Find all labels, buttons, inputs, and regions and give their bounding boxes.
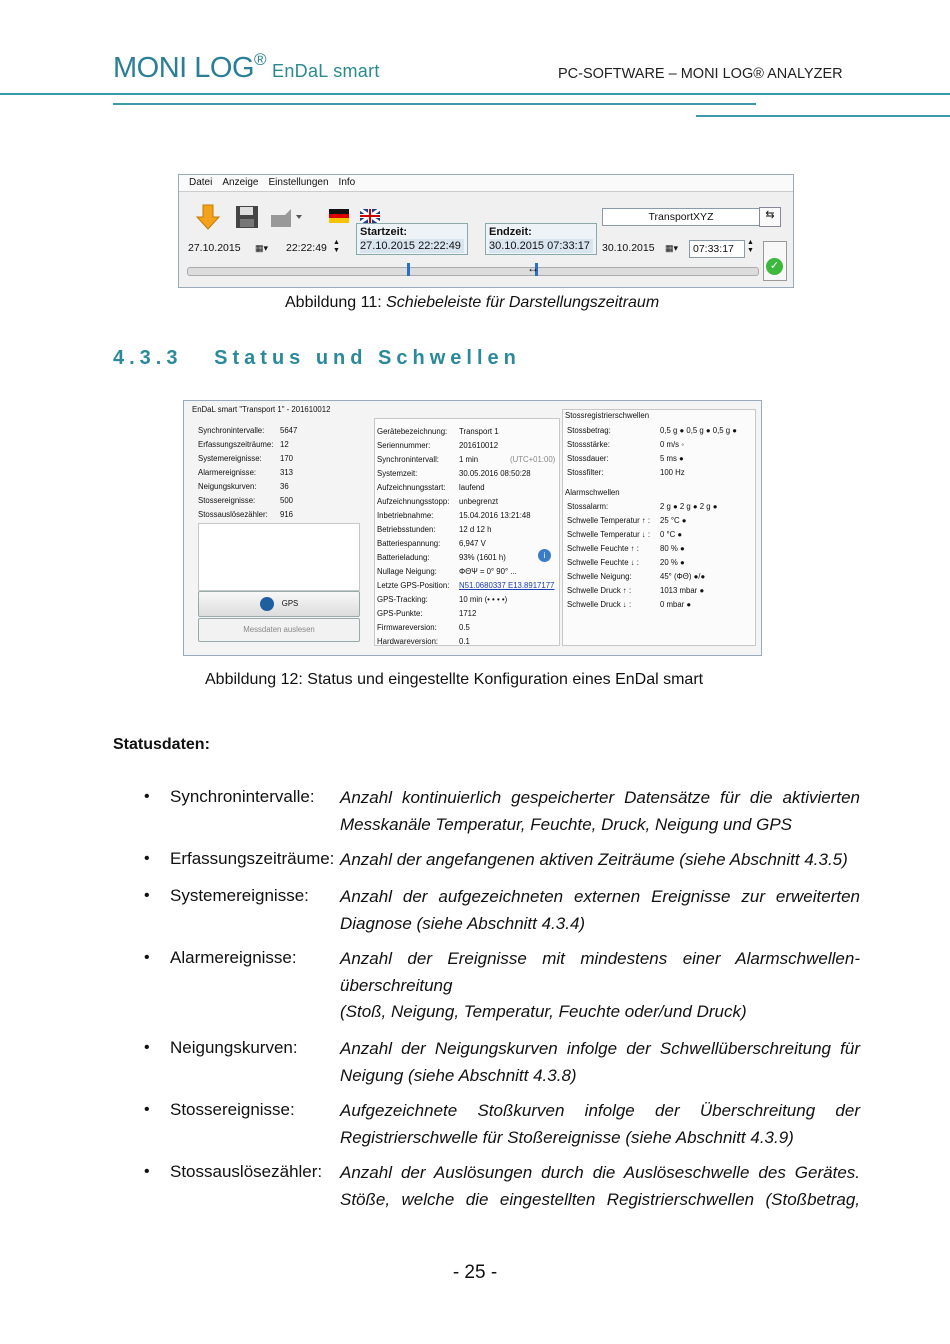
threshold-label: Stossdauer: bbox=[567, 454, 609, 463]
menu-item[interactable]: Datei bbox=[189, 177, 213, 188]
info-value: 201610012 bbox=[459, 441, 499, 450]
status-label: Stossereignisse: bbox=[170, 1100, 295, 1119]
info-label: GPS-Tracking: bbox=[377, 595, 428, 604]
info-value: 10 min (• • • •) bbox=[459, 595, 508, 604]
alarm-value: 25 °C ● bbox=[660, 516, 687, 525]
status-label: Systemereignisse: bbox=[170, 886, 309, 905]
device-name-field[interactable]: TransportXYZ bbox=[602, 208, 760, 226]
map-area bbox=[198, 523, 360, 591]
info-label: Aufzeichnungsstart: bbox=[377, 483, 446, 492]
bullet-icon: • bbox=[144, 1163, 150, 1180]
info-value: 1 min bbox=[459, 455, 479, 464]
stat-label: Systemereignisse: bbox=[198, 454, 262, 463]
info-label: Batteriespannung: bbox=[377, 539, 441, 548]
threshold-value: 0,5 g ● 0,5 g ● 0,5 g ● bbox=[660, 426, 737, 435]
info-label: Synchronintervall: bbox=[377, 455, 439, 464]
alarm-value: 1013 mbar ● bbox=[660, 586, 705, 595]
info-label: Letzte GPS-Position: bbox=[377, 581, 450, 590]
alarm-label: Schwelle Temperatur ↓ : bbox=[567, 530, 651, 539]
alarm-value: 0 °C ● bbox=[660, 530, 683, 539]
time-range-slider[interactable] bbox=[187, 267, 759, 276]
info-value: Transport 1 bbox=[459, 427, 499, 436]
info-value: 1712 bbox=[459, 609, 477, 618]
info-label: GPS-Punkte: bbox=[377, 609, 423, 618]
info-icon[interactable]: i bbox=[538, 549, 551, 562]
status-label: Erfassungszeiträume: bbox=[170, 849, 335, 868]
calendar-dropdown-icon[interactable]: ▦▾ bbox=[255, 243, 269, 253]
info-value: 6,947 V bbox=[459, 539, 486, 548]
alarm-thresholds-title: Alarmschwellen bbox=[565, 488, 620, 497]
start-time-callout: Startzeit: 27.10.2015 22:22:49 bbox=[356, 223, 468, 255]
gps-position-link[interactable]: N51.0680337 E13.8917177 bbox=[459, 581, 555, 590]
threshold-label: Stossfilter: bbox=[567, 468, 604, 477]
bullet-icon: • bbox=[144, 949, 150, 966]
stat-value: 12 bbox=[280, 440, 289, 449]
end-date-field[interactable]: 30.10.2015 bbox=[602, 242, 655, 254]
figure-12-caption: Abbildung 12: Status und eingestellte Konfiguration eines EnDal smart bbox=[205, 671, 704, 688]
bullet-icon: • bbox=[144, 887, 150, 904]
download-arrow-icon[interactable] bbox=[195, 203, 221, 231]
figure-12-screenshot bbox=[183, 400, 762, 656]
start-date-field[interactable]: 27.10.2015 bbox=[188, 242, 241, 254]
stat-value: 500 bbox=[280, 496, 294, 505]
threshold-label: Stossstärke: bbox=[567, 440, 610, 449]
status-description: Aufgezeichnete Stoßkurven infolge der Überschreitung der Registrierschwelle für Stoßereignisse (siehe Abschnitt 4.3.9) bbox=[340, 1101, 860, 1147]
info-label: Batterieladung: bbox=[377, 553, 430, 562]
thresholds-panel bbox=[562, 409, 756, 646]
status-description: Anzahl der Ereignisse mit mindestens einer Alarmschwellen- überschreitung (Stoß, Neigung, Temperatur, Feuchte oder/und Druck) bbox=[340, 949, 860, 1021]
info-label: Seriennummer: bbox=[377, 441, 431, 450]
status-description: Anzahl der Auslösungen durch die Auslöseschwelle des Gerätes. Stöße, welche die eingestellten Registrierschwellen (Stoßbetrag, bbox=[340, 1163, 860, 1209]
status-panel bbox=[196, 418, 370, 644]
status-label: Neigungskurven: bbox=[170, 1038, 298, 1057]
section-heading: 4.3.3 Status und Schwellen bbox=[113, 347, 521, 369]
menu-item[interactable]: Einstellungen bbox=[268, 177, 329, 188]
info-value: 12 d 12 h bbox=[459, 525, 492, 534]
stat-label: Stossereignisse: bbox=[198, 496, 256, 505]
bullet-icon: • bbox=[144, 1039, 150, 1056]
status-description: Anzahl der Neigungskurven infolge der Schwellüberschreitung für Neigung (siehe Abschnitt 4.3.8) bbox=[340, 1039, 860, 1085]
calendar-dropdown-icon[interactable]: ▦▾ bbox=[665, 243, 679, 253]
stat-value: 5647 bbox=[280, 426, 298, 435]
info-value: laufend bbox=[459, 483, 485, 492]
info-value: unbegrenzt bbox=[459, 497, 499, 506]
bullet-icon: • bbox=[144, 850, 150, 867]
usb-connect-button[interactable]: ⇆ bbox=[759, 207, 781, 227]
stat-label: Alarmereignisse: bbox=[198, 468, 257, 477]
stat-value: 313 bbox=[280, 468, 294, 477]
resize-cursor-icon: ↔ bbox=[527, 261, 539, 275]
threshold-value: 100 Hz bbox=[660, 468, 685, 477]
info-label: Hardwareversion: bbox=[377, 637, 439, 646]
header-rule bbox=[113, 103, 756, 105]
figure-11-screenshot bbox=[178, 174, 794, 288]
alarm-label: Schwelle Druck ↑ : bbox=[567, 586, 632, 595]
alarm-label: Schwelle Feuchte ↑ : bbox=[567, 544, 639, 553]
save-icon[interactable] bbox=[235, 205, 259, 229]
brand-logo: MONI LOG®EnDaL smart bbox=[113, 50, 380, 84]
alarm-value: 20 % ● bbox=[660, 558, 685, 567]
uk-flag-icon[interactable] bbox=[360, 209, 380, 223]
info-value: 93% (1601 h) bbox=[459, 553, 506, 562]
figure-11-caption: Abbildung 11: Schiebeleiste für Darstellungszeitraum bbox=[285, 294, 660, 311]
status-label: Stossauslösezähler: bbox=[170, 1162, 323, 1181]
header-rule bbox=[696, 115, 950, 117]
alarm-label: Schwelle Feuchte ↓ : bbox=[567, 558, 639, 567]
info-label: Firmwareversion: bbox=[377, 623, 437, 632]
alarm-label: Schwelle Temperatur ↑ : bbox=[567, 516, 651, 525]
end-time-field[interactable]: 07:33:17 bbox=[689, 240, 745, 258]
info-label: Aufzeichnungsstopp: bbox=[377, 497, 450, 506]
device-info-panel bbox=[374, 418, 560, 646]
info-label: Betriebsstunden: bbox=[377, 525, 436, 534]
info-extra: (UTC+01:00) bbox=[510, 455, 556, 464]
alarm-label: Stossalarm: bbox=[567, 502, 609, 511]
status-heading: Statusdaten: bbox=[113, 736, 210, 753]
alarm-value: 0 mbar ● bbox=[660, 600, 692, 609]
time-spinner-icon[interactable]: ▲ ▼ bbox=[333, 239, 340, 254]
stat-value: 36 bbox=[280, 482, 289, 491]
menu-bar bbox=[179, 175, 793, 192]
alarm-label: Schwelle Neigung: bbox=[567, 572, 632, 581]
alarm-value: 2 g ● 2 g ● 2 g ● bbox=[660, 502, 718, 511]
time-spinner-icon[interactable]: ▲ ▼ bbox=[747, 239, 754, 254]
info-label: Inbetriebnahme: bbox=[377, 511, 434, 520]
status-description: Anzahl der angefangenen aktiven Zeiträume (siehe Abschnitt 4.3.5) bbox=[340, 850, 848, 869]
start-time-field[interactable]: 22:22:49 bbox=[286, 242, 327, 254]
threshold-value: 5 ms ● bbox=[660, 454, 684, 463]
info-label: Nullage Neigung: bbox=[377, 567, 437, 576]
stat-label: Synchronintervalle: bbox=[198, 426, 265, 435]
header-rule bbox=[0, 93, 950, 95]
stat-label: Erfassungszeiträume: bbox=[198, 440, 274, 449]
info-value: 30.05.2016 08:50:28 bbox=[459, 469, 531, 478]
stat-value: 170 bbox=[280, 454, 294, 463]
stat-label: Neigungskurven: bbox=[198, 482, 257, 491]
info-label: Systemzeit: bbox=[377, 469, 418, 478]
bullet-icon: • bbox=[144, 788, 150, 805]
menu-item[interactable]: Anzeige bbox=[222, 177, 259, 188]
info-value: 0.1 bbox=[459, 637, 470, 646]
export-icon[interactable] bbox=[269, 205, 303, 229]
gps-button[interactable]: GPS bbox=[198, 591, 360, 617]
bullet-icon: • bbox=[144, 1101, 150, 1118]
info-value: 15.04.2016 13:21:48 bbox=[459, 511, 531, 520]
confirm-check-icon[interactable]: ✓ bbox=[763, 241, 787, 281]
globe-icon bbox=[260, 597, 274, 611]
stat-label: Stossauslösezähler: bbox=[198, 510, 268, 519]
status-label: Alarmereignisse: bbox=[170, 948, 297, 967]
menu-item[interactable]: Info bbox=[338, 177, 356, 188]
read-data-button[interactable]: Messdaten auslesen bbox=[198, 618, 360, 642]
status-description: Anzahl kontinuierlich gespeicherter Datensätze für die aktivierten Messkanäle Temperatur, Feuchte, Druck, Neigung und GPS bbox=[340, 788, 860, 834]
alarm-label: Schwelle Druck ↓ : bbox=[567, 600, 632, 609]
registration-thresholds-title: Stossregistrierschwellen bbox=[565, 411, 650, 420]
status-label: Synchronintervalle: bbox=[170, 787, 315, 806]
page-number: - 25 - bbox=[452, 1262, 498, 1283]
info-label: Gerätebezeichnung: bbox=[377, 427, 448, 436]
header-title: PC-SOFTWARE – MONI LOG® ANALYZER bbox=[558, 66, 843, 82]
end-time-callout: Endzeit: 30.10.2015 07:33:17 bbox=[485, 223, 597, 255]
status-description: Anzahl der aufgezeichneten externen Ereignisse zur erweiterten Diagnose (siehe Abschnitt 4.3.4) bbox=[340, 887, 860, 933]
alarm-value: 45° (ΦΘ) ●/● bbox=[660, 572, 706, 581]
threshold-value: 0 m/s ◦ bbox=[660, 440, 684, 449]
threshold-label: Stossbetrag: bbox=[567, 426, 611, 435]
slider-start-thumb[interactable] bbox=[407, 263, 410, 276]
window-title: EnDaL smart "Transport 1" - 201610012 bbox=[192, 405, 331, 414]
info-value: 0.5 bbox=[459, 623, 470, 632]
german-flag-icon[interactable] bbox=[329, 209, 349, 223]
stat-value: 916 bbox=[280, 510, 294, 519]
alarm-value: 80 % ● bbox=[660, 544, 685, 553]
info-value: ΦΘΨ = 0° 90° ... bbox=[459, 567, 517, 576]
